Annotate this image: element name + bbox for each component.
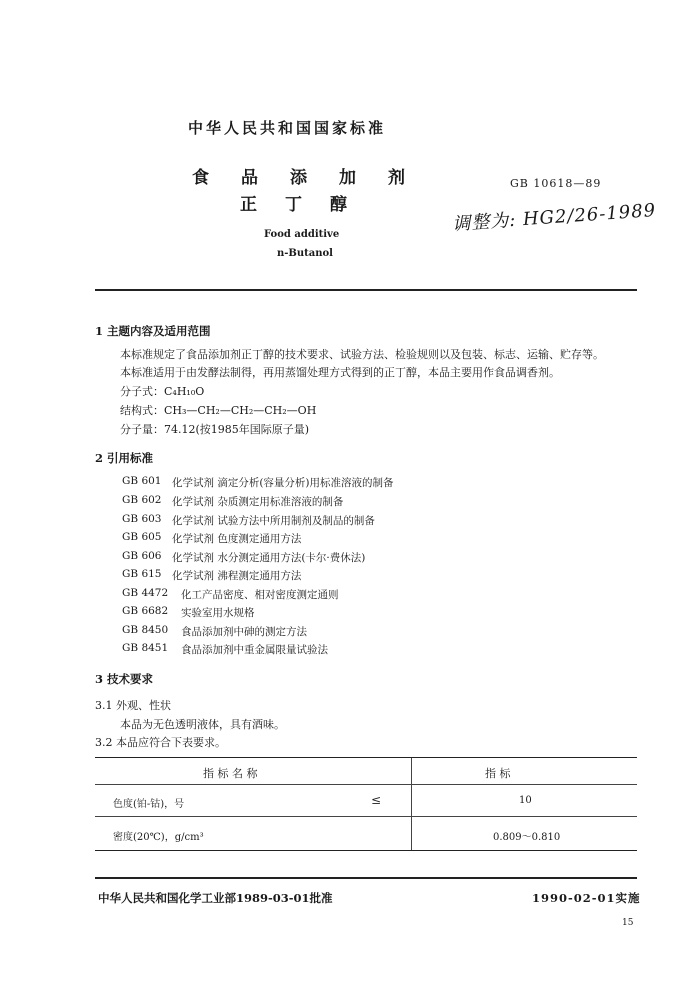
reference-title: 化学试剂 水分测定通用方法(卡尔·费休法) <box>172 552 366 564</box>
reference-code: GB 601 <box>122 475 162 487</box>
title-cn-line1: 食品添加剂 <box>192 168 437 188</box>
reference-code: GB 4472 <box>122 587 169 599</box>
title-en-line1: Food additive <box>264 229 340 240</box>
table-header-divider <box>95 784 637 785</box>
reference-title: 食品添加剂中砷的测定方法 <box>181 626 307 638</box>
reference-title: 化学试剂 试验方法中所用制剂及制品的制备 <box>172 515 375 527</box>
header-divider <box>95 289 637 291</box>
reference-title: 食品添加剂中重金属限量试验法 <box>181 644 328 656</box>
section-3-1-heading: 3.1 外观、性状 <box>95 699 171 712</box>
reference-code: GB 6682 <box>122 605 169 617</box>
structural-formula: 结构式：CH₃—CH₂—CH₂—CH₂—OH <box>120 404 317 417</box>
table-row-divider <box>95 816 637 817</box>
reference-title: 化学试剂 杂质测定用标准溶液的制备 <box>172 496 344 508</box>
spec-table <box>95 757 637 851</box>
title-cn-line2: 正丁醇 <box>240 195 375 215</box>
standard-title: 中华人民共和国国家标准 <box>188 119 387 137</box>
reference-title: 化学试剂 沸程测定通用方法 <box>172 570 302 582</box>
section-2-heading: 2 引用标准 <box>95 451 154 465</box>
section-3-2-heading: 3.2 本品应符合下表要求。 <box>95 736 226 749</box>
reference-code: GB 8450 <box>122 624 169 636</box>
reference-code: GB 615 <box>122 568 162 580</box>
section-1-heading: 1 主题内容及适用范围 <box>95 324 211 338</box>
table-header-value: 指 标 <box>485 767 511 780</box>
table-cell-name: 色度(铂-钴)，号 <box>113 799 185 810</box>
section-3-1-text: 本品为无色透明液体，具有酒味。 <box>120 718 285 731</box>
reference-title: 实验室用水规格 <box>181 607 255 619</box>
reference-title: 化学试剂 滴定分析(容量分析)用标准溶液的制备 <box>172 477 394 489</box>
reference-code: GB 8451 <box>122 642 169 654</box>
reference-code: GB 606 <box>122 550 162 562</box>
section-3-heading: 3 技术要求 <box>95 672 154 686</box>
reference-title: 化学试剂 色度测定通用方法 <box>172 533 302 545</box>
molecular-weight: 分子量：74.12(按1985年国际原子量) <box>120 423 310 436</box>
reference-code: GB 605 <box>122 531 162 543</box>
molecular-formula: 分子式：C₄H₁₀O <box>120 385 205 398</box>
handwritten-note: 调整为: HG2/26-1989 <box>451 199 657 236</box>
table-cell-value: 0.809～0.810 <box>493 832 561 843</box>
table-header-item: 指 标 名 称 <box>203 767 258 780</box>
standard-number: GB 10618—89 <box>510 177 602 190</box>
reference-code: GB 603 <box>122 513 162 525</box>
section-1-para2: 本标准适用于由发酵法制得，再用蒸馏处理方式得到的正丁醇，本品主要用作食品调香剂。 <box>120 366 560 379</box>
table-column-divider <box>411 758 412 850</box>
footer-divider <box>95 877 637 879</box>
title-en-line2: n-Butanol <box>277 248 333 259</box>
page-number: 15 <box>622 918 634 928</box>
reference-title: 化工产品密度、相对密度测定通则 <box>181 589 339 601</box>
table-cell-value: 10 <box>519 795 532 806</box>
table-cell-operator: ≤ <box>371 793 382 807</box>
issuer-approval: 中华人民共和国化学工业部1989-03-01批准 <box>98 891 333 905</box>
implementation-date: 1990-02-01实施 <box>532 891 641 905</box>
table-cell-name: 密度(20℃)，g/cm³ <box>113 832 204 843</box>
reference-code: GB 602 <box>122 494 162 506</box>
section-1-para1: 本标准规定了食品添加剂正丁醇的技术要求、试验方法、检验规则以及包装、标志、运输、贮存等。 <box>120 348 604 361</box>
